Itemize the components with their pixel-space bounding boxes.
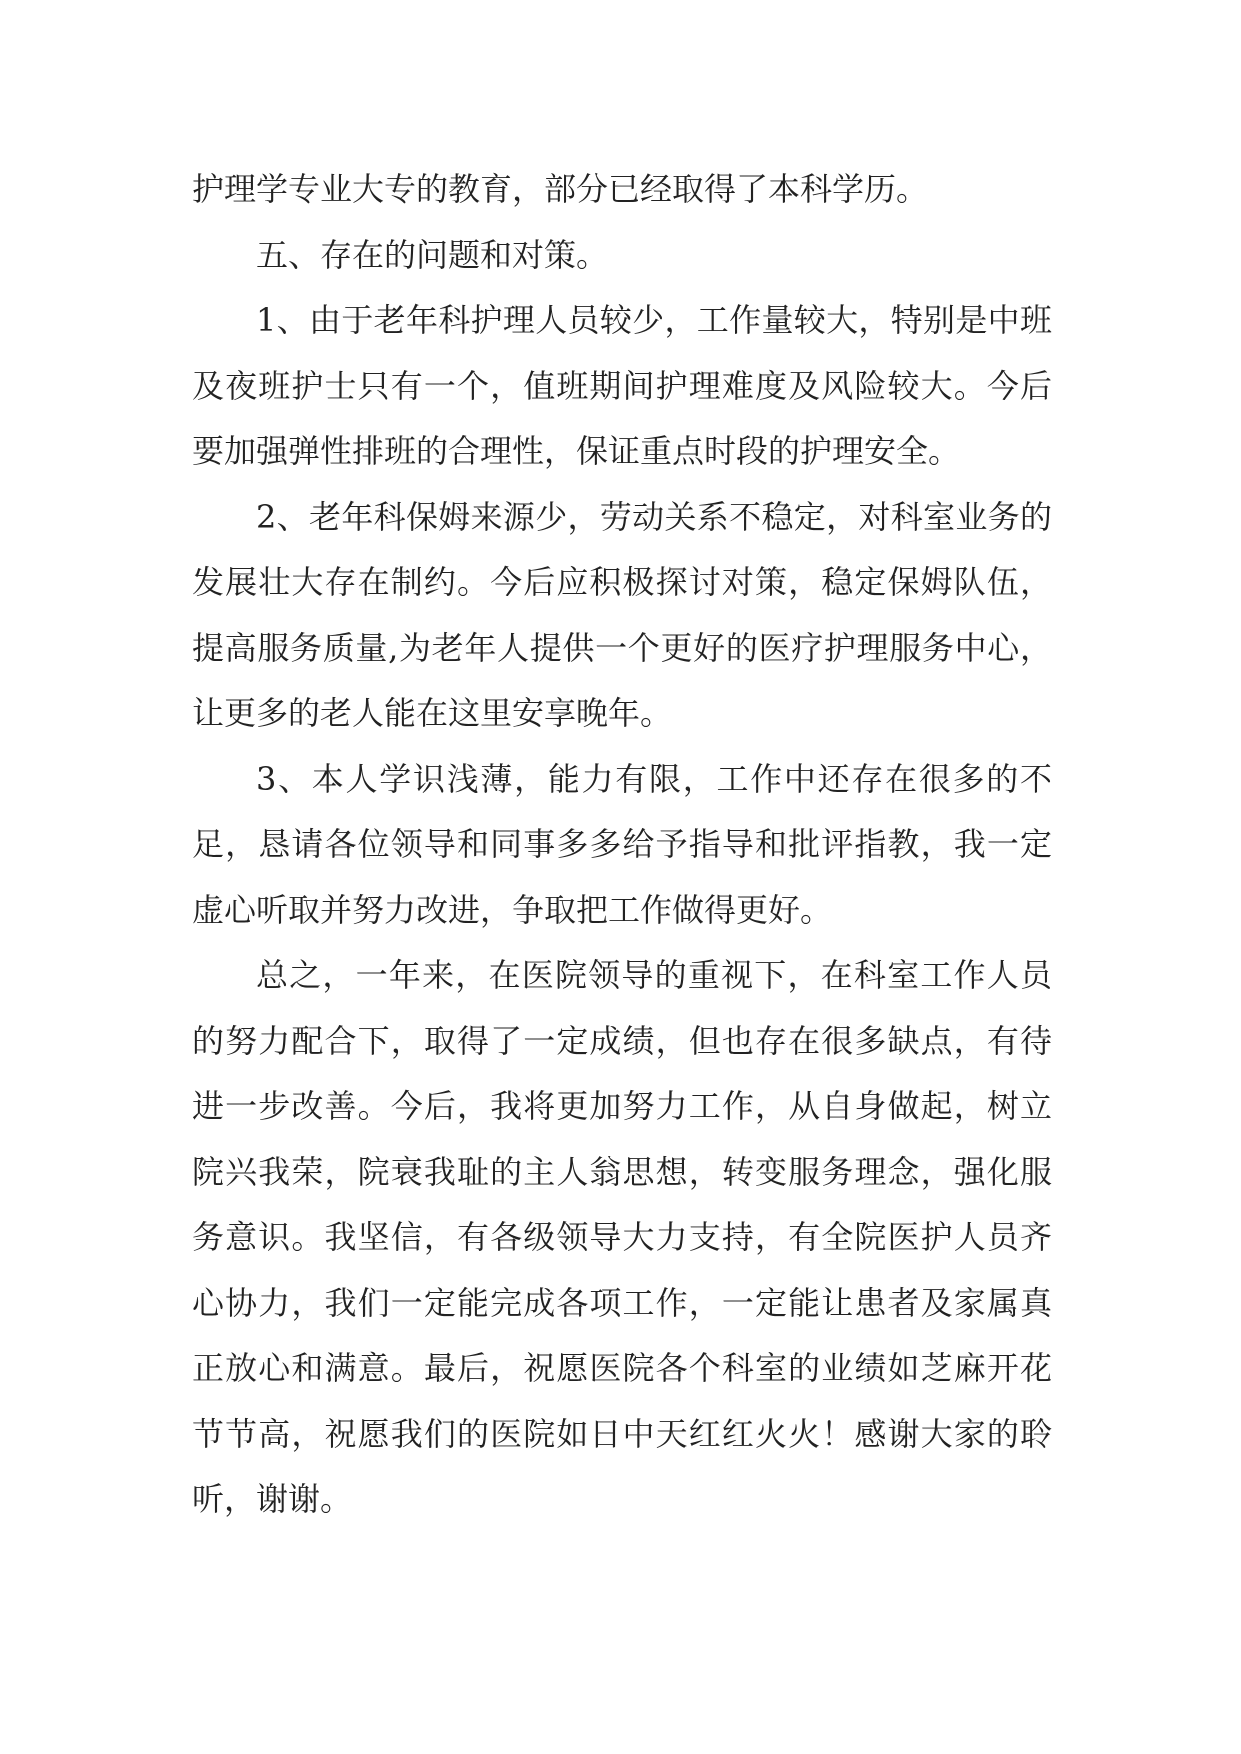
paragraph-conclusion: 总之，一年来，在医院领导的重视下，在科室工作人员的努力配合下，取得了一定成绩，但也存在很多缺点，有待进一步改善。今后，我将更加努力工作，从自身做起，树立院兴我荣，院衰我耻的主人翁思想，转变服务理念，强化服务意识。我坚信，有各级领导大力支持，有全院医护人员齐心协力，我们一定能完成各项工作，一定能让患者及家属真正放心和满意。最后，祝愿医院各个科室的业绩如芝麻开花节节高，祝愿我们的医院如日中天红红火火！感谢大家的聆听，谢谢。 — [192, 956, 1052, 1518]
section-heading-problems: 五、存在的问题和对策。 — [256, 235, 609, 274]
paragraph-continuation: 护理学专业大专的教育，部分已经取得了本科学历。 — [192, 170, 929, 208]
paragraph-item-3: 3、本人学识浅薄，能力有限，工作中还存在很多的不足，恳请各位领导和同事多多给予指导和批评指教，我一定虚心听取并努力改进，争取把工作做得更好。 — [192, 759, 1052, 929]
paragraph-item-1: 1、由于老年科护理人员较少，工作量较大，特别是中班及夜班护士只有一个，值班期间护理难度及风险较大。今后要加强弹性排班的合理性，保证重点时段的护理安全。 — [192, 301, 1052, 470]
paragraph-item-2: 2、老年科保姆来源少，劳动关系不稳定，对科室业务的发展壮大存在制约。今后应积极探讨对策，稳定保姆队伍，提高服务质量,为老年人提供一个更好的医疗护理服务中心，让更多的老人能在这里安享晚年。 — [192, 497, 1052, 732]
document-body — [192, 157, 1052, 1533]
